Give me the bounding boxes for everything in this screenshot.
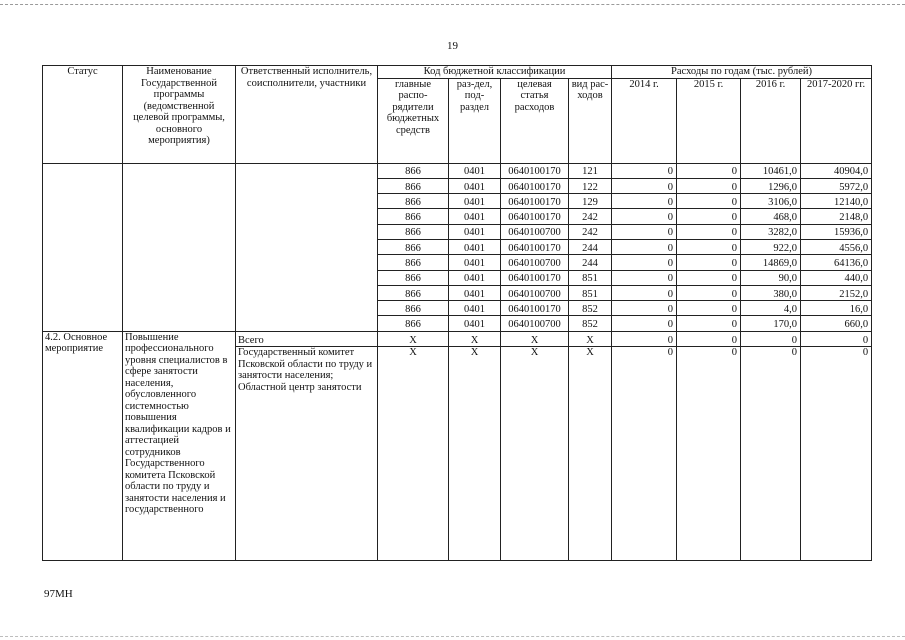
grbs-cell: 866 [378,194,449,209]
header-2017-2020: 2017-2020 гг. [801,78,872,163]
grbs-cell: 866 [378,316,449,331]
table-row [43,163,872,178]
grbs-cell: 866 [378,178,449,193]
exec-2017-2020: 0 [801,347,872,561]
rzpr-cell: 0401 [449,178,501,193]
csr-cell: 0640100170 [501,301,569,316]
rzpr-cell: 0401 [449,255,501,270]
header-2015: 2015 г. [677,78,741,163]
csr-cell: 0640100700 [501,285,569,300]
rzpr-cell: 0401 [449,194,501,209]
status-cell-empty [43,163,123,331]
header-program-name: Наименование Государственной программы (ведомственной целевой программы, основного мероприятия) [123,66,236,164]
y2017-2020-cell: 4556,0 [801,239,872,254]
y2016-cell: 1296,0 [741,178,801,193]
exec-2014: 0 [612,347,677,561]
total-2014: 0 [612,331,677,346]
name-cell-empty [123,163,236,331]
vr-cell: 852 [569,301,612,316]
y2017-2020-cell: 660,0 [801,316,872,331]
measure-status: 4.2. Основное мероприятие [43,331,123,560]
rzpr-cell: 0401 [449,163,501,178]
rzpr-cell: 0401 [449,239,501,254]
grbs-cell: 866 [378,270,449,285]
document-code: 97МН [44,588,73,600]
y2017-2020-cell: 64136,0 [801,255,872,270]
header-budget-code: Код бюджетной классификации [378,66,612,79]
y2015-cell: 0 [677,239,741,254]
header-row-1 [43,66,872,79]
rzpr-cell: 0401 [449,224,501,239]
y2017-2020-cell: 15936,0 [801,224,872,239]
header-2016: 2016 г. [741,78,801,163]
total-rzpr: X [449,331,501,346]
y2015-cell: 0 [677,255,741,270]
y2017-2020-cell: 2152,0 [801,285,872,300]
exec-csr: X [501,347,569,561]
header-rzpr: раз-дел, под-раздел [449,78,501,163]
y2017-2020-cell: 5972,0 [801,178,872,193]
y2016-cell: 468,0 [741,209,801,224]
header-executor: Ответственный исполнитель, соисполнители, участники [236,66,378,164]
y2014-cell: 0 [612,194,677,209]
y2014-cell: 0 [612,316,677,331]
measure-name: Повышение профессионального уровня специалистов в сфере занятости населения, обусловленного системностью повышения квалификации кадров и аттестацией сотрудников Государственного комитета Псковской области по труду и занятости населения и государственного [123,331,236,560]
y2014-cell: 0 [612,209,677,224]
grbs-cell: 866 [378,239,449,254]
exec-grbs: X [378,347,449,561]
csr-cell: 0640100170 [501,178,569,193]
vr-cell: 242 [569,209,612,224]
y2017-2020-cell: 12140,0 [801,194,872,209]
executor-cell-empty [236,163,378,331]
y2015-cell: 0 [677,194,741,209]
total-vr: X [569,331,612,346]
exec-rzpr: X [449,347,501,561]
grbs-cell: 866 [378,255,449,270]
y2014-cell: 0 [612,301,677,316]
csr-cell: 0640100170 [501,239,569,254]
vr-cell: 122 [569,178,612,193]
y2014-cell: 0 [612,255,677,270]
y2015-cell: 0 [677,285,741,300]
y2015-cell: 0 [677,316,741,331]
y2016-cell: 14869,0 [741,255,801,270]
vr-cell: 244 [569,239,612,254]
vr-cell: 852 [569,316,612,331]
csr-cell: 0640100170 [501,163,569,178]
total-2016: 0 [741,331,801,346]
vr-cell: 851 [569,285,612,300]
y2015-cell: 0 [677,163,741,178]
rzpr-cell: 0401 [449,285,501,300]
rzpr-cell: 0401 [449,301,501,316]
exec-executor: Государственный комитет Псковской области по труду и занятости населения; Областной центр занятости [236,347,378,561]
y2017-2020-cell: 440,0 [801,270,872,285]
scan-bottom-edge [0,636,905,637]
y2016-cell: 90,0 [741,270,801,285]
exec-2015: 0 [677,347,741,561]
y2015-cell: 0 [677,270,741,285]
y2016-cell: 4,0 [741,301,801,316]
total-2015: 0 [677,331,741,346]
y2014-cell: 0 [612,270,677,285]
y2016-cell: 380,0 [741,285,801,300]
csr-cell: 0640100700 [501,316,569,331]
header-2014: 2014 г. [612,78,677,163]
header-csr: целевая статья расходов [501,78,569,163]
rzpr-cell: 0401 [449,209,501,224]
grbs-cell: 866 [378,209,449,224]
vr-cell: 121 [569,163,612,178]
y2014-cell: 0 [612,285,677,300]
csr-cell: 0640100170 [501,194,569,209]
page-number: 19 [447,40,458,52]
y2015-cell: 0 [677,209,741,224]
csr-cell: 0640100170 [501,270,569,285]
grbs-cell: 866 [378,301,449,316]
y2017-2020-cell: 2148,0 [801,209,872,224]
vr-cell: 129 [569,194,612,209]
total-grbs: X [378,331,449,346]
vr-cell: 244 [569,255,612,270]
total-executor: Всего [236,331,378,346]
y2016-cell: 10461,0 [741,163,801,178]
grbs-cell: 866 [378,224,449,239]
grbs-cell: 866 [378,163,449,178]
y2015-cell: 0 [677,178,741,193]
csr-cell: 0640100700 [501,224,569,239]
csr-cell: 0640100170 [501,209,569,224]
rzpr-cell: 0401 [449,270,501,285]
y2015-cell: 0 [677,301,741,316]
y2014-cell: 0 [612,239,677,254]
exec-vr: X [569,347,612,561]
csr-cell: 0640100700 [501,255,569,270]
header-status: Статус [43,66,123,164]
y2016-cell: 170,0 [741,316,801,331]
vr-cell: 242 [569,224,612,239]
y2014-cell: 0 [612,224,677,239]
y2016-cell: 3282,0 [741,224,801,239]
header-grbs: главные распо-рядители бюджетных средств [378,78,449,163]
y2014-cell: 0 [612,163,677,178]
y2016-cell: 922,0 [741,239,801,254]
budget-table [42,65,872,561]
scan-top-edge [0,4,905,5]
vr-cell: 851 [569,270,612,285]
total-2017-2020: 0 [801,331,872,346]
y2014-cell: 0 [612,178,677,193]
exec-2016: 0 [741,347,801,561]
header-vr: вид рас-ходов [569,78,612,163]
header-expenses: Расходы по годам (тыс. рублей) [612,66,872,79]
y2017-2020-cell: 16,0 [801,301,872,316]
y2017-2020-cell: 40904,0 [801,163,872,178]
rzpr-cell: 0401 [449,316,501,331]
total-csr: X [501,331,569,346]
y2015-cell: 0 [677,224,741,239]
measure-total-row [43,331,872,346]
y2016-cell: 3106,0 [741,194,801,209]
grbs-cell: 866 [378,285,449,300]
